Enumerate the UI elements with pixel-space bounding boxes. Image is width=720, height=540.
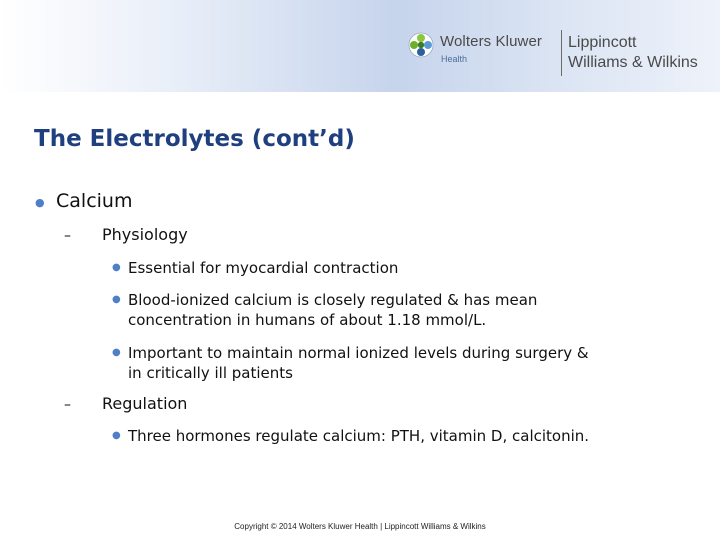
copyright-footer: Copyright © 2014 Wolters Kluwer Health | Lippincott Williams & Wilkins	[234, 522, 486, 531]
bullet-icon: ●	[112, 430, 121, 441]
brand-sub: Health	[441, 54, 468, 64]
lww-logo	[568, 33, 698, 73]
bullet-icon: ●	[35, 196, 45, 209]
bullet-icon: ●	[112, 294, 121, 305]
point-surgery: Important to maintain normal ionized levels during surgery & in critically ill patients	[128, 344, 589, 382]
section-label-regulation: Regulation	[102, 394, 188, 413]
brand-name: Wolters Kluwer	[440, 33, 542, 50]
logo-divider	[561, 30, 562, 76]
section-label-physiology: Physiology	[102, 225, 188, 244]
bullet-icon: ●	[112, 262, 121, 273]
point-myocardial: Essential for myocardial contraction	[128, 259, 399, 277]
point-ionized-calcium: Blood-ionized calcium is closely regulated & has mean concentration in humans of about 1.18 mmol/L.	[128, 291, 538, 329]
dash-icon: –	[64, 228, 71, 244]
bullet-icon: ●	[112, 347, 121, 358]
publisher-line1: Lippincott	[568, 34, 637, 51]
topic-heading: Calcium	[56, 190, 133, 212]
slide-title: The Electrolytes (cont’d)	[34, 126, 355, 152]
wolters-kluwer-logo	[408, 30, 558, 70]
point-hormones: Three hormones regulate calcium: PTH, vitamin D, calcitonin.	[128, 427, 590, 445]
publisher-line2: Williams & Wilkins	[568, 54, 698, 71]
wolters-kluwer-mark-icon	[408, 32, 434, 58]
dash-icon: –	[64, 397, 71, 413]
